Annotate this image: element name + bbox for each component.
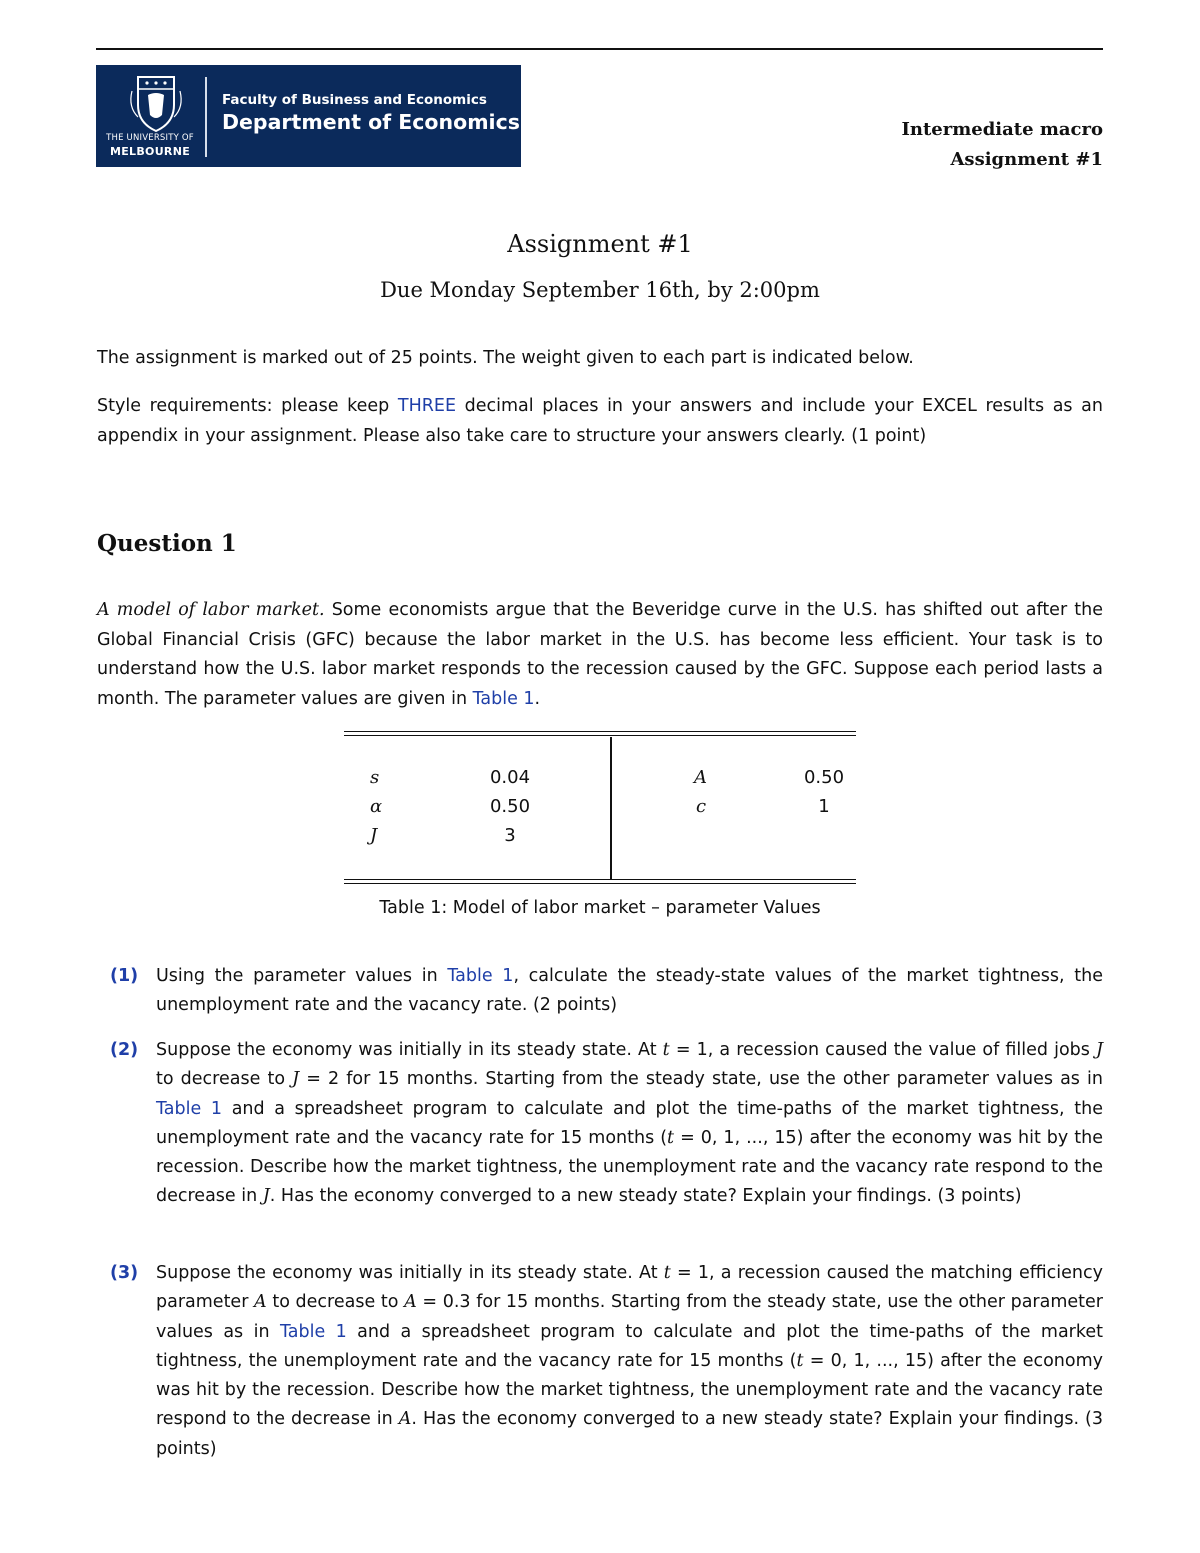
table-1-link[interactable]: Table 1	[156, 1098, 223, 1119]
param-symbol: J	[370, 825, 378, 846]
course-info	[901, 115, 1103, 175]
highlight-three: THREE	[397, 396, 457, 416]
param-value: 0.50	[803, 767, 845, 788]
param-symbol: c	[696, 796, 707, 817]
question-part-2: (2) Suppose the economy was initially in its steady state. At t = 1, a recession caused the value of filled jobs J to decrease to J = 2 for 15 months. Starting from the steady state, use the other parameter values as in Table 1 and a spreadsheet program to calculate and plot the time-paths of the market tightness, the unemployment rate and the vacancy rate for 15 months (t = 0, 1, ..., 15) after the economy was hit by the recession. Describe how the market tightness, the unemployment rate and the vacancy rate respond to the decrease in J. Has the economy converged to a new steady state? Explain your findings. (3 points)	[110, 1036, 1103, 1212]
intro-paragraph: The assignment is marked out of 25 points. The weight given to each part is indicated below.	[97, 348, 914, 368]
university-logo	[96, 65, 521, 167]
question-intro: A model of labor market. Some economists argue that the Beveridge curve in the U.S. has shifted out after the Global Financial Crisis (GFC) because the labor market in the U.S. has become less efficient. Your task is to understand how the U.S. labor market responds to the recession caused by the GFC. Suppose each period lasts a month. The parameter values are given in Table 1.	[97, 600, 1103, 709]
param-symbol: A	[694, 767, 707, 788]
param-value: 1	[818, 796, 830, 817]
department-name: Department of Economics	[222, 110, 520, 134]
question-part-1: (1) Using the parameter values in Table 1, calculate the steady-state values of the market tightness, the unemployment rate and the vacancy rate. (2 points)	[110, 962, 1103, 1021]
part-number: (2)	[110, 1040, 139, 1060]
faculty-name: Faculty of Business and Economics	[222, 92, 487, 108]
table-1-link[interactable]: Table 1	[472, 688, 535, 709]
part-number: (1)	[110, 966, 139, 986]
param-value: 0.04	[489, 767, 531, 788]
part-number: (3)	[110, 1263, 139, 1283]
question-part-3: (3) Suppose the economy was initially in its steady state. At t = 1, a recession caused the matching efficiency parameter A to decrease to A = 0.3 for 15 months. Starting from the steady state, use the other parameter values as in Table 1 and a spreadsheet program to calculate and plot the time-paths of the market tightness, the unemployment rate and the vacancy rate for 15 months (t = 0, 1, ..., 15) after the economy was hit by the recession. Describe how the market tightness, the unemployment rate and the vacancy rate respond to the decrease in A. Has the economy converged to a new steady state? Explain your findings. (3 points)	[110, 1259, 1103, 1464]
param-symbol: α	[370, 796, 383, 817]
university-name: THE UNIVERSITY OF MELBOURNE	[106, 133, 194, 158]
parameter-table	[344, 731, 856, 886]
style-requirements: Style requirements: please keep THREE decimal places in your answers and include your EXCEL results as an appendix in your assignment. Please also take care to structure your answers clearly. (1 point)	[97, 396, 1103, 446]
param-value: 0.50	[489, 796, 531, 817]
header-rule	[96, 48, 1103, 50]
document-title: Assignment #1	[507, 230, 693, 258]
question-lead: A model of labor market.	[97, 600, 325, 620]
table-1-link[interactable]: Table 1	[447, 966, 514, 986]
due-date: Due Monday September 16th, by 2:00pm	[380, 278, 820, 302]
table-1-link[interactable]: Table 1	[279, 1321, 347, 1342]
assignment-label: Assignment #1	[950, 149, 1103, 170]
param-value: 3	[504, 825, 516, 846]
question-heading: Question 1	[97, 530, 237, 557]
table-caption: Table 1: Model of labor market – parameter Values	[379, 898, 821, 918]
course-name: Intermediate macro	[901, 119, 1103, 140]
logo-divider	[205, 77, 207, 157]
param-symbol: s	[370, 767, 380, 788]
